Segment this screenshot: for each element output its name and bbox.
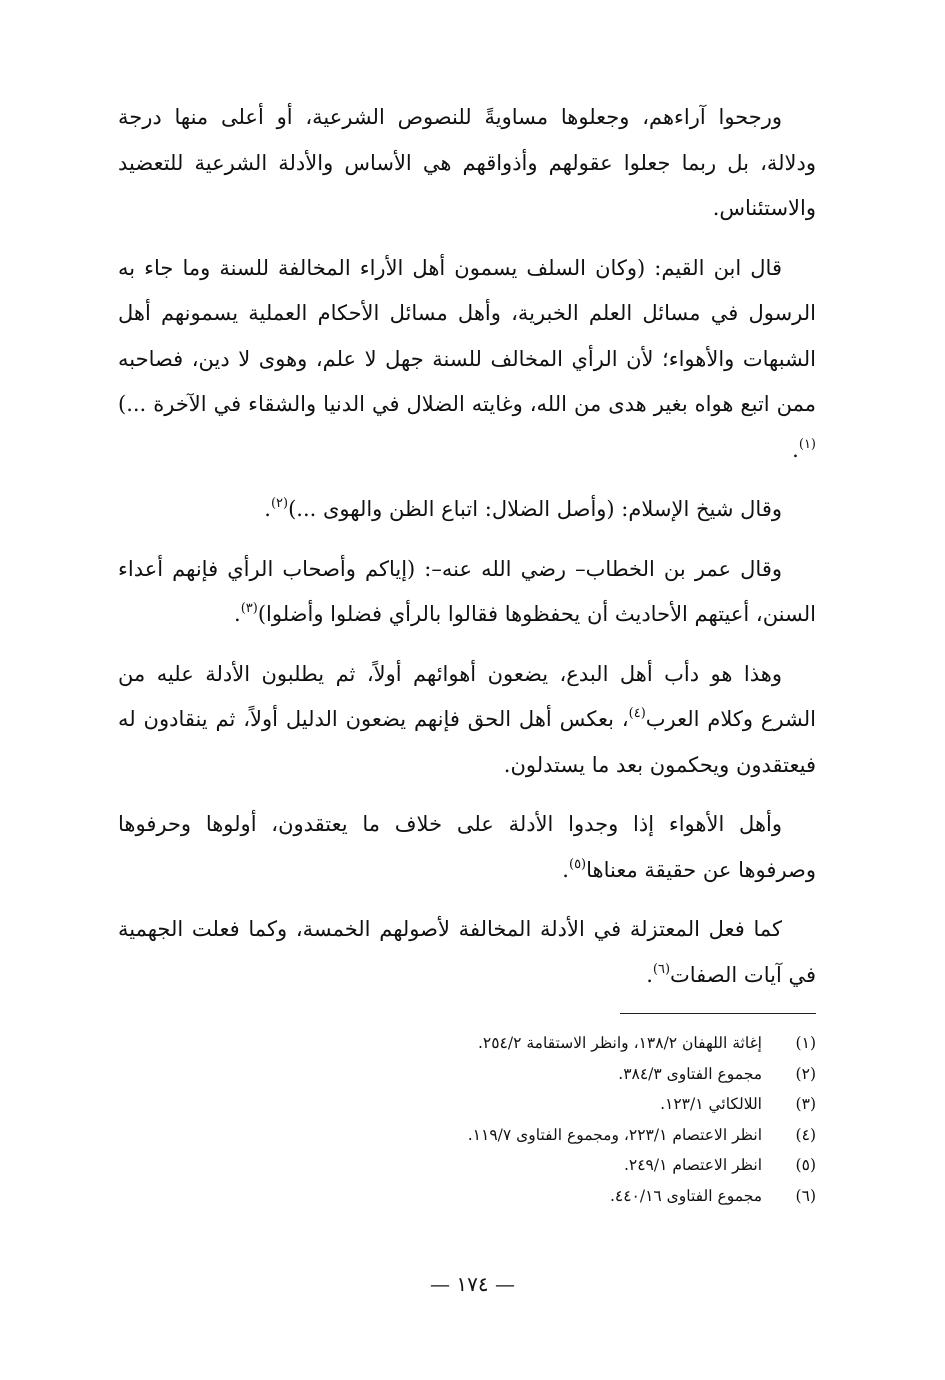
footnote-ref: (٢) xyxy=(270,496,289,511)
footnote-item xyxy=(300,1181,816,1212)
footnote-number: (٤) xyxy=(795,1125,816,1144)
footnote-number: (٥) xyxy=(795,1156,816,1174)
page-number: — ١٧٤ — xyxy=(430,1272,515,1296)
footnote-ref: (٦) xyxy=(652,961,671,977)
footnote-number: (٢) xyxy=(795,1064,816,1083)
paragraph: وقال شيخ الإسلام: (وأصل الضلال: اتباع الظن والهوى ...)$^{(٢)}$. xyxy=(264,496,782,521)
footnote-separator xyxy=(620,1013,816,1014)
main-text xyxy=(118,95,816,1012)
footnote-text: إغاثة اللهفان ١٣٨/٢، وانظر الاستقامة ٢٥٤/٢. xyxy=(477,1034,762,1052)
paragraph: كما فعل المعتزلة في الأدلة المخالفة لأصولهم الخمسة، وكما فعلت الجهمية في آيات الصفات$^{(٦)}$. xyxy=(118,917,816,987)
footnote-text: انظر الاعتصام ٢٤٩/١. xyxy=(623,1156,762,1174)
footnote-number: (٣) xyxy=(795,1095,816,1113)
footnote-text: انظر الاعتصام ٢٢٣/١، ومجموع الفتاوى ١١٩/٧. xyxy=(467,1125,762,1144)
footnote-ref: (٥) xyxy=(568,856,587,872)
footnote-text: مجموع الفتاوى ٣٨٤/٣. xyxy=(618,1064,762,1083)
footnotes-list xyxy=(300,1028,816,1211)
paragraph: وأهل الأهواء إذا وجدوا الأدلة على خلاف ما يعتقدون، أولوها وحرفوها وصرفوها عن حقيقة معناها$^{(٥)}$. xyxy=(118,812,816,882)
footnote-ref: (٣) xyxy=(240,601,258,616)
footnote-ref: (١) xyxy=(798,436,816,452)
footnote-item xyxy=(300,1120,816,1151)
footnote-number: (١) xyxy=(795,1034,816,1052)
footnote-ref: (٤) xyxy=(628,706,646,721)
footnote-item xyxy=(300,1150,816,1181)
paragraph: وقال عمر بن الخطاب– رضي الله عنه–: (إياكم وأصحاب الرأي فإنهم أعداء السنن، أعيتهم الأحاديث أن يحفظوها فقالوا بالرأي فضلوا وأضلوا)$^{(٣)}$. xyxy=(118,556,816,626)
paragraph: قال ابن القيم: (وكان السلف يسمون أهل الأراء المخالفة للسنة وما جاء به الرسول في مسائل العلم الخبرية، وأهل مسائل الأحكام العملية يسمونهم أهل الشبهات والأهواء؛ لأن الرأي المخالف للسنة جهل لا علم، وهوى لا دين، فصاحبه ممن اتبع هواه بغير هدى من الله، وغايته الضلال في الدنيا والشقاء في الآخرة ...)$^{(١)}$. xyxy=(118,255,816,462)
paragraph: ورجحوا آراءهم، وجعلوها مساويةً للنصوص الشرعية، أو أعلى منها درجة ودلالة، بل ربما جعلوا عقولهم وأذواقهم هي الأساس والأدلة الشرعية للتعضيد والاستئناس. xyxy=(118,105,816,220)
footnote-item xyxy=(300,1089,816,1120)
footnote-number: (٦) xyxy=(795,1186,816,1205)
footnote-item xyxy=(300,1059,816,1090)
footnote-text: اللالكائي ١٢٣/١. xyxy=(660,1095,762,1113)
paragraph: وهذا هو دأب أهل البدع، يضعون أهوائهم أولاً، ثم يطلبون الأدلة عليه من الشرع وكلام العرب$^{(٤)}$، بعكس أهل الحق فإنهم يضعون الدليل أولاً، ثم ينقادون له فيعتقدون ويحكمون بعد ما يستدلون. xyxy=(118,661,816,777)
footnote-text: مجموع الفتاوى ٤٤٠/١٦. xyxy=(609,1186,762,1205)
footnote-item xyxy=(300,1028,816,1059)
